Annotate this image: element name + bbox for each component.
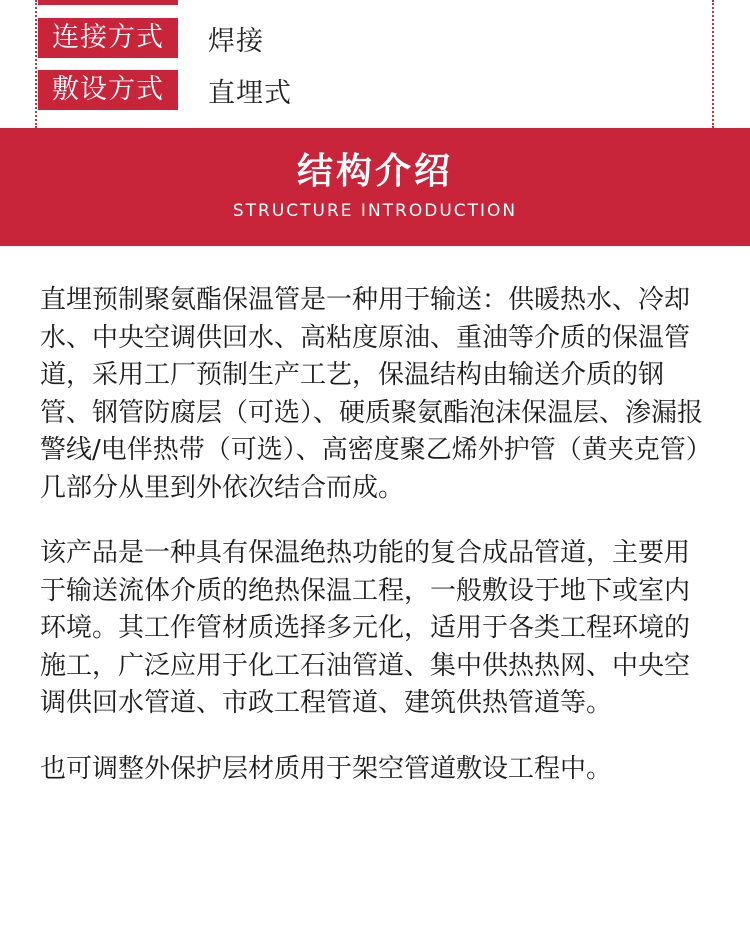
paragraph-overhead: 也可调整外保护层材质用于架空管道敷设工程中。 <box>40 753 613 784</box>
spec-value: 直埋式 <box>208 77 292 109</box>
section-banner <box>0 128 750 246</box>
paragraph-application: 该产品是一种具有保温绝热功能的复合成品管道，主要用于输送流体介质的绝热保温工程，一般敷设于地下或室内环境。其工作管材质选择多元化，适用于各类工程环境的施工，广泛应用于化工石油管道、集中供热热网、中央空调供回水管道、市政工程管道、建筑供热管道等。 <box>40 538 691 718</box>
spec-label-strip <box>38 0 178 5</box>
spec-label: 连接方式 <box>38 18 178 58</box>
spec-label: 敷设方式 <box>38 70 178 110</box>
spec-row-connection <box>38 18 264 58</box>
dotted-border-left <box>35 0 37 128</box>
section-subtitle: STRUCTURE INTRODUCTION <box>232 201 518 221</box>
dotted-border-right <box>712 0 714 128</box>
spec-row-laying <box>38 70 292 110</box>
paragraph-structure: 直埋预制聚氨酯保温管是一种用于输送：供暖热水、冷却水、中央空调供回水、高粘度原油、重油等介质的保温管道，采用工厂预制生产工艺，保温结构由输送介质的钢管、钢管防腐层（可选）、硬质聚氨酯泡沫保温层、渗漏报警线/电伴热带（可选）、高密度聚乙烯外护管（黄夹克管）几部分从里到外依次结合而成。 <box>40 285 704 503</box>
spec-value: 焊接 <box>208 25 264 57</box>
description-body <box>40 282 710 816</box>
spec-table <box>0 0 750 128</box>
section-title: 结构介绍 <box>296 151 453 192</box>
